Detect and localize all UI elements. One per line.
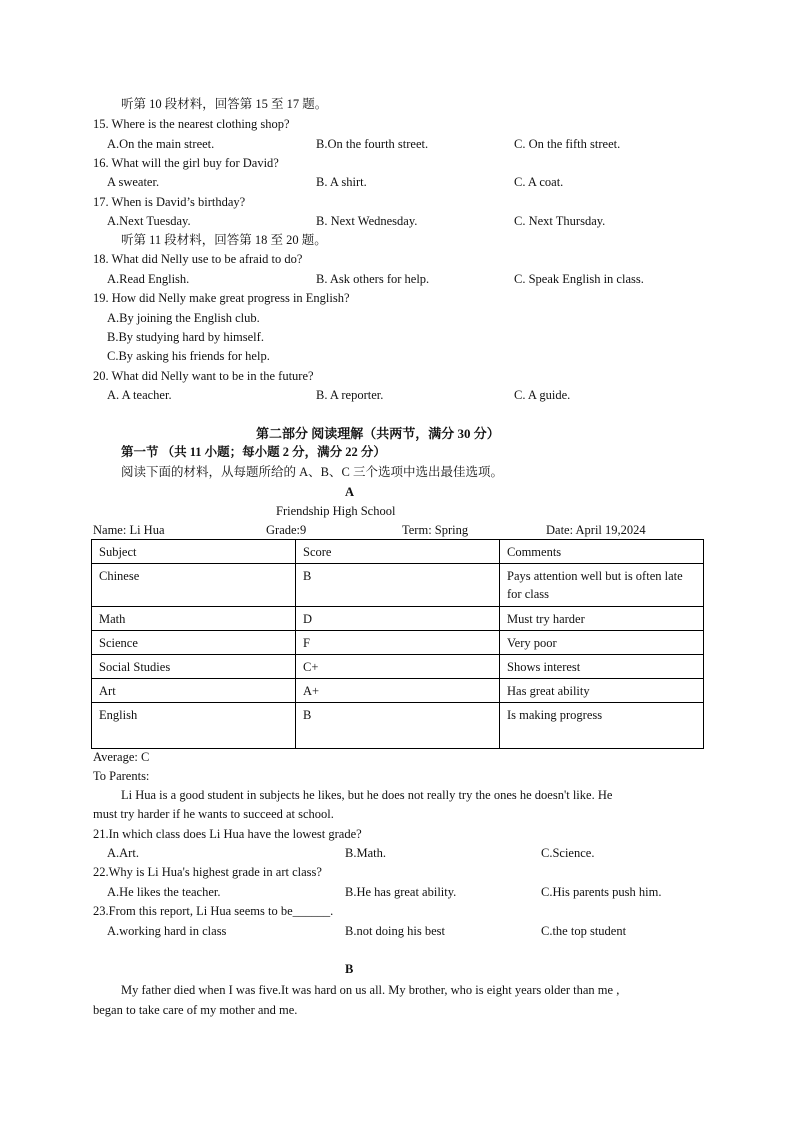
header-comments: Comments bbox=[500, 540, 704, 564]
score-cell: A+ bbox=[296, 679, 500, 703]
question-20: 20. What did Nelly want to be in the future? bbox=[93, 369, 314, 383]
option-23c: C.the top student bbox=[541, 924, 627, 938]
passage-b-line-1: My father died when I was five.It was hard on us all. My brother, who is eight years older than me , bbox=[121, 983, 620, 997]
option-16a: A sweater. bbox=[107, 175, 160, 189]
option-17c: C. Next Thursday. bbox=[514, 214, 606, 228]
option-22b: B.He has great ability. bbox=[345, 885, 457, 899]
option-21a: A.Art. bbox=[107, 846, 139, 860]
question-21: 21.In which class does Li Hua have the lowest grade? bbox=[93, 827, 362, 841]
option-17a: A.Next Tuesday. bbox=[107, 214, 191, 228]
comment-cell: Very poor bbox=[500, 631, 704, 655]
table-row bbox=[92, 703, 704, 749]
comment-cell: Must try harder bbox=[500, 607, 704, 631]
table-row bbox=[92, 631, 704, 655]
comment-cell: Pays attention well but is often late for class bbox=[500, 564, 704, 607]
subject-cell: Math bbox=[92, 607, 296, 631]
score-cell: F bbox=[296, 631, 500, 655]
option-21c: C.Science. bbox=[541, 846, 595, 860]
option-21b: B.Math. bbox=[345, 846, 386, 860]
question-18: 18. What did Nelly use to be afraid to do? bbox=[93, 252, 303, 266]
subject-cell: Science bbox=[92, 631, 296, 655]
section-1-title: 第一节 （共 11 小题；每小题 2 分，满分 22 分） bbox=[121, 445, 386, 459]
teacher-note-line-1: Li Hua is a good student in subjects he likes, but he does not really try the ones he doesn't like. He bbox=[121, 788, 613, 802]
comment-cell: Is making progress bbox=[500, 703, 704, 749]
table-row bbox=[92, 564, 704, 607]
option-18c: C. Speak English in class. bbox=[514, 272, 644, 286]
option-20b: B. A reporter. bbox=[316, 388, 384, 402]
subject-cell: Social Studies bbox=[92, 655, 296, 679]
option-23b: B.not doing his best bbox=[345, 924, 446, 938]
teacher-note-line-2: must try harder if he wants to succeed at school. bbox=[93, 807, 334, 821]
option-15c: C. On the fifth street. bbox=[514, 137, 621, 151]
table-header-row bbox=[92, 540, 704, 564]
option-18a: A.Read English. bbox=[107, 272, 190, 286]
score-cell: B bbox=[296, 703, 500, 749]
subject-cell: Chinese bbox=[92, 564, 296, 607]
passage-a-letter: A bbox=[345, 485, 355, 499]
option-19b: B.By studying hard by himself. bbox=[107, 330, 264, 344]
option-16b: B. A shirt. bbox=[316, 175, 367, 189]
comment-cell: Has great ability bbox=[500, 679, 704, 703]
option-19a: A.By joining the English club. bbox=[107, 311, 260, 325]
section-11-intro: 听第 11 段材料，回答第 18 至 20 题。 bbox=[121, 233, 327, 247]
header-subject: Subject bbox=[92, 540, 296, 564]
score-cell: B bbox=[296, 564, 500, 607]
table-row bbox=[92, 607, 704, 631]
option-15b: B.On the fourth street. bbox=[316, 137, 429, 151]
average-grade: Average: C bbox=[93, 750, 150, 764]
option-18b: B. Ask others for help. bbox=[316, 272, 430, 286]
subject-cell: Art bbox=[92, 679, 296, 703]
option-16c: C. A coat. bbox=[514, 175, 564, 189]
question-15: 15. Where is the nearest clothing shop? bbox=[93, 117, 290, 131]
option-20c: C. A guide. bbox=[514, 388, 571, 402]
part-title: 第二部分 阅读理解（共两节，满分 30 分） bbox=[256, 426, 500, 441]
question-16: 16. What will the girl buy for David? bbox=[93, 156, 279, 170]
subject-cell: English bbox=[92, 703, 296, 749]
school-name: Friendship High School bbox=[276, 504, 396, 518]
question-17: 17. When is David’s birthday? bbox=[93, 195, 246, 209]
report-card-table bbox=[91, 539, 704, 749]
report-date: Date: April 19,2024 bbox=[546, 523, 646, 537]
question-23: 23.From this report, Li Hua seems to be______. bbox=[93, 904, 334, 918]
question-19: 19. How did Nelly make great progress in English? bbox=[93, 291, 350, 305]
option-19c: C.By asking his friends for help. bbox=[107, 349, 270, 363]
student-grade: Grade:9 bbox=[266, 523, 307, 537]
option-23a: A.working hard in class bbox=[107, 924, 227, 938]
instructions: 阅读下面的材料，从每题所给的 A、B、C 三个选项中选出最佳选项。 bbox=[121, 465, 503, 479]
passage-b-letter: B bbox=[345, 962, 354, 976]
option-22a: A.He likes the teacher. bbox=[107, 885, 221, 899]
question-22: 22.Why is Li Hua's highest grade in art class? bbox=[93, 865, 322, 879]
option-22c: C.His parents push him. bbox=[541, 885, 662, 899]
score-cell: D bbox=[296, 607, 500, 631]
passage-b-line-2: began to take care of my mother and me. bbox=[93, 1003, 298, 1017]
table-row bbox=[92, 655, 704, 679]
term: Term: Spring bbox=[402, 523, 469, 537]
to-parents: To Parents: bbox=[93, 769, 150, 783]
option-15a: A.On the main street. bbox=[107, 137, 215, 151]
student-name: Name: Li Hua bbox=[93, 523, 165, 537]
option-17b: B. Next Wednesday. bbox=[316, 214, 418, 228]
table-row bbox=[92, 679, 704, 703]
score-cell: C+ bbox=[296, 655, 500, 679]
header-score: Score bbox=[296, 540, 500, 564]
option-20a: A. A teacher. bbox=[107, 388, 172, 402]
section-10-intro: 听第 10 段材料，回答第 15 至 17 题。 bbox=[121, 97, 328, 111]
comment-cell: Shows interest bbox=[500, 655, 704, 679]
